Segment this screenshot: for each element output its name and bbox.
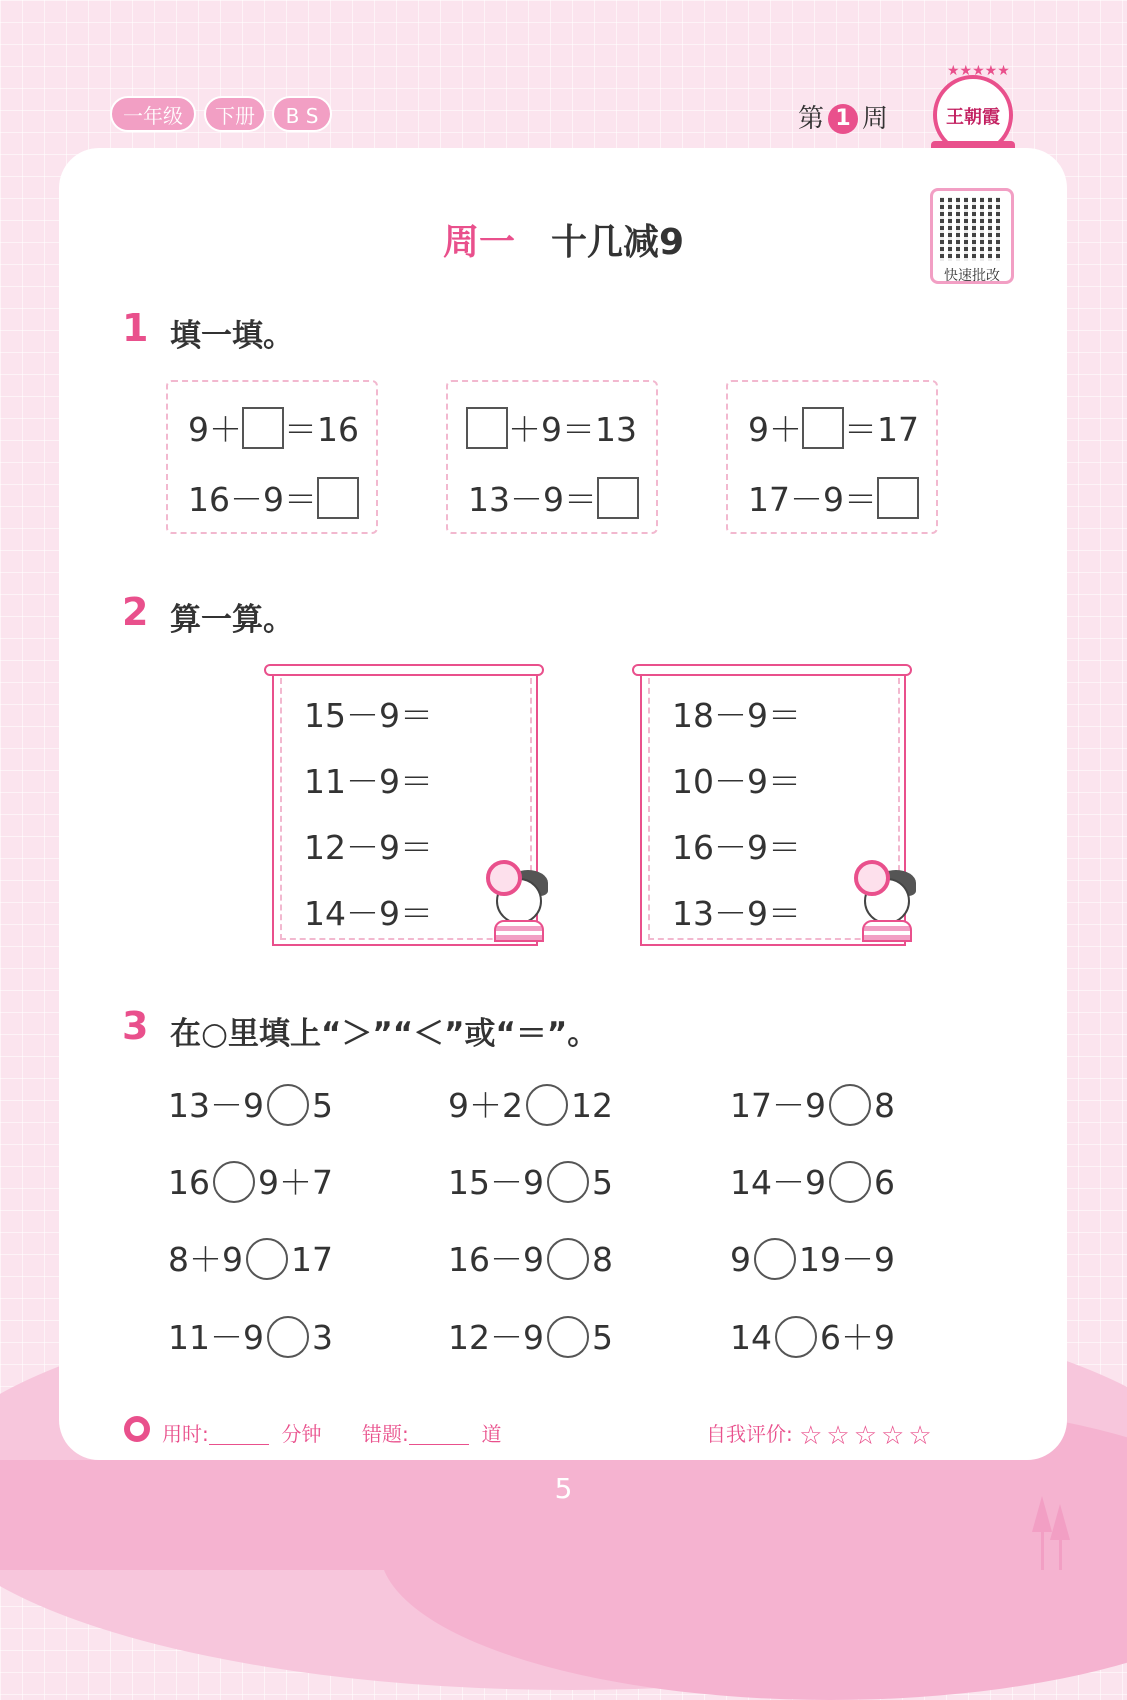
page-title <box>0 214 1127 265</box>
compare-left: 13－9 <box>168 1086 264 1125</box>
self-evaluation <box>706 1418 936 1451</box>
answer-box[interactable] <box>877 477 919 519</box>
compare-item <box>730 1234 895 1281</box>
equation-line <box>748 474 919 521</box>
arrow-stem <box>1041 1530 1044 1570</box>
answer-box[interactable] <box>466 407 508 449</box>
compare-right: 8 <box>592 1240 613 1279</box>
qr-label: 快速批改 <box>944 268 1000 284</box>
compare-right: 19－9 <box>799 1240 895 1279</box>
errors-unit: 道 <box>481 1422 502 1446</box>
error-record <box>362 1418 501 1447</box>
compare-item <box>730 1080 895 1127</box>
compare-right: 3 <box>312 1318 333 1357</box>
equation-line <box>188 404 359 451</box>
page-number: 5 <box>554 1472 573 1505</box>
compare-right: 5 <box>592 1318 613 1357</box>
compare-left: 17－9 <box>730 1086 826 1125</box>
calc-item[interactable]: 13－9＝ <box>672 894 801 933</box>
compare-item <box>168 1234 333 1281</box>
brand-logo <box>933 63 1013 155</box>
answer-box[interactable] <box>597 477 639 519</box>
fill-group-1 <box>166 380 378 534</box>
arrow-up-icon <box>1050 1504 1070 1540</box>
week-suffix: 周 <box>862 104 889 134</box>
time-unit: 分钟 <box>281 1422 322 1446</box>
equation-line <box>188 474 359 521</box>
time-label: 用时: <box>162 1422 209 1446</box>
compare-item <box>448 1234 613 1281</box>
magnifier-icon <box>854 860 890 896</box>
arrow-up-icon <box>1032 1496 1052 1532</box>
rating-stars[interactable]: ☆☆☆☆☆ <box>799 1421 936 1451</box>
section-1-number: 1 <box>122 306 149 350</box>
compare-item <box>448 1080 613 1127</box>
equation-part: 9＋ <box>188 410 242 449</box>
logo-text: 王朝霞 <box>946 107 1000 128</box>
compare-left: 14 <box>730 1318 772 1357</box>
scroll-rod <box>632 664 912 676</box>
equation-part: 13－9＝ <box>468 480 597 519</box>
equation-part: 17－9＝ <box>748 480 877 519</box>
arrow-stem <box>1059 1538 1062 1570</box>
answer-box[interactable] <box>802 407 844 449</box>
equation-line <box>468 474 639 521</box>
errors-field[interactable] <box>409 1422 469 1445</box>
compare-circle[interactable] <box>547 1316 589 1358</box>
fill-group-3 <box>726 380 938 534</box>
week-number: 1 <box>828 104 858 134</box>
compare-circle[interactable] <box>267 1316 309 1358</box>
compare-left: 16－9 <box>448 1240 544 1279</box>
equation-part: ＋9＝13 <box>508 410 637 449</box>
grade-tag: 一年级 <box>110 96 196 132</box>
errors-label: 错题: <box>362 1422 409 1446</box>
magnifier-icon <box>486 860 522 896</box>
compare-circle[interactable] <box>213 1161 255 1203</box>
compare-left: 16 <box>168 1163 210 1202</box>
compare-left: 9 <box>730 1240 751 1279</box>
compare-left: 11－9 <box>168 1318 264 1357</box>
answer-box[interactable] <box>317 477 359 519</box>
compare-right: 8 <box>874 1086 895 1125</box>
calc-item[interactable]: 12－9＝ <box>304 828 433 867</box>
compare-item <box>448 1312 613 1359</box>
calc-item[interactable]: 10－9＝ <box>672 762 801 801</box>
compare-right: 6 <box>874 1163 895 1202</box>
week-prefix: 第 <box>798 104 825 134</box>
section-3-number: 3 <box>122 1004 149 1048</box>
compare-right: 9＋7 <box>258 1163 333 1202</box>
section-1-title: 填一填。 <box>170 318 294 354</box>
compare-right: 12 <box>571 1086 613 1125</box>
time-record <box>162 1418 321 1447</box>
compare-item <box>168 1157 333 1204</box>
self-eval-label: 自我评价: <box>706 1422 793 1446</box>
compare-left: 8＋9 <box>168 1240 243 1279</box>
compare-right: 17 <box>291 1240 333 1279</box>
equation-part: 9＋ <box>748 410 802 449</box>
compare-left: 9＋2 <box>448 1086 523 1125</box>
calc-item[interactable]: 15－9＝ <box>304 696 433 735</box>
compare-circle[interactable] <box>775 1316 817 1358</box>
section-2-number: 2 <box>122 590 149 634</box>
section-3-title: 在○里填上“＞”“＜”或“＝”。 <box>170 1016 599 1052</box>
calc-scroll-2 <box>632 664 912 948</box>
compare-circle[interactable] <box>754 1238 796 1280</box>
child-magnifier-illustration <box>850 860 920 944</box>
compare-item <box>730 1312 895 1359</box>
compare-circle[interactable] <box>526 1084 568 1126</box>
body <box>494 920 544 942</box>
answer-box[interactable] <box>242 407 284 449</box>
calc-scroll-1 <box>264 664 544 948</box>
compare-circle[interactable] <box>829 1161 871 1203</box>
compare-circle[interactable] <box>829 1084 871 1126</box>
time-field[interactable] <box>209 1422 269 1445</box>
calc-item[interactable]: 11－9＝ <box>304 762 433 801</box>
star-icon: ★★★★★ <box>947 63 1010 79</box>
section-2-title: 算一算。 <box>170 602 294 638</box>
compare-right: 6＋9 <box>820 1318 895 1357</box>
volume-tag: 下册 <box>204 96 266 132</box>
equation-part: 16－9＝ <box>188 480 317 519</box>
title-day: 周一 <box>442 222 515 263</box>
week-indicator <box>798 98 888 135</box>
equation-line <box>748 404 919 451</box>
compare-right: 5 <box>312 1086 333 1125</box>
child-magnifier-illustration <box>482 860 552 944</box>
compare-left: 14－9 <box>730 1163 826 1202</box>
scroll-rod <box>264 664 544 676</box>
edition-tag: B S <box>272 96 332 132</box>
compare-item <box>730 1157 895 1204</box>
calc-item[interactable]: 18－9＝ <box>672 696 801 735</box>
compare-item <box>168 1080 333 1127</box>
compare-circle[interactable] <box>547 1161 589 1203</box>
compare-left: 12－9 <box>448 1318 544 1357</box>
compare-circle[interactable] <box>246 1238 288 1280</box>
stopwatch-icon <box>124 1416 150 1442</box>
equation-part: ＝16 <box>284 410 359 449</box>
compare-item <box>168 1312 333 1359</box>
calc-item[interactable]: 16－9＝ <box>672 828 801 867</box>
compare-circle[interactable] <box>267 1084 309 1126</box>
body <box>862 920 912 942</box>
compare-circle[interactable] <box>547 1238 589 1280</box>
compare-left: 15－9 <box>448 1163 544 1202</box>
equation-line <box>466 404 637 451</box>
equation-part: ＝17 <box>844 410 919 449</box>
compare-right: 5 <box>592 1163 613 1202</box>
fill-group-2 <box>446 380 658 534</box>
compare-item <box>448 1157 613 1204</box>
calc-item[interactable]: 14－9＝ <box>304 894 433 933</box>
title-topic: 十几减9 <box>550 222 685 263</box>
